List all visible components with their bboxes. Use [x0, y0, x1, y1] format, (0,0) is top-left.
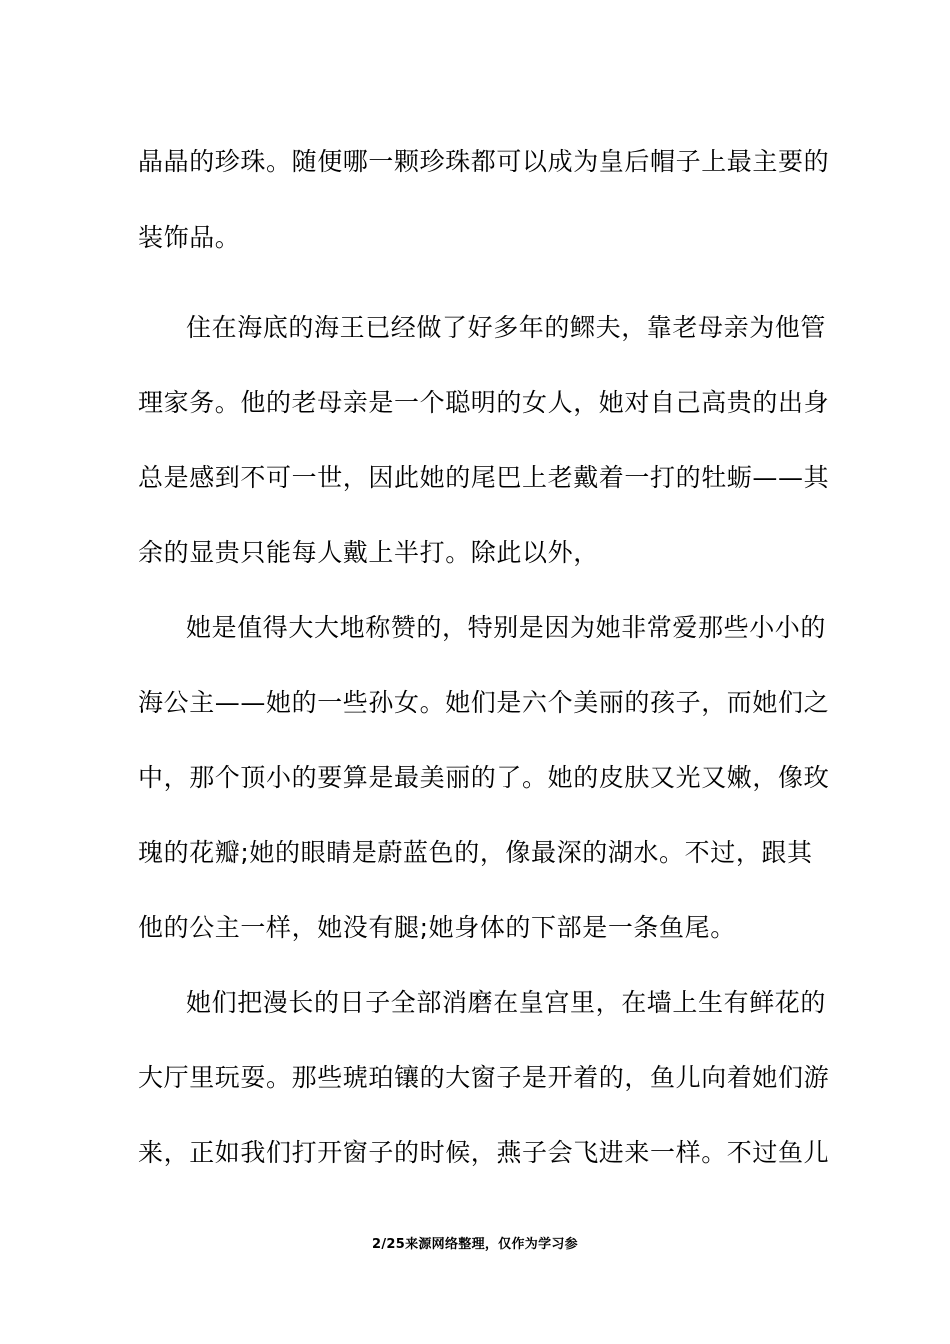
text-line: 海公主——她的一些孙女。她们是六个美丽的孩子，而她们之 [138, 688, 830, 717]
page-footer: 2/25来源网络整理，仅作为学习参 [372, 1237, 578, 1252]
text-line: 来，正如我们打开窗子的时候，燕子会飞进来一样。不过鱼儿 [138, 1138, 830, 1167]
text-line: 总是感到不可一世，因此她的尾巴上老戴着一打的牡蛎——其 [138, 463, 830, 492]
text-line: 中，那个顶小的要算是最美丽的了。她的皮肤又光又嫩，像玫 [138, 763, 830, 792]
paragraph-first-line: 她们把漫长的日子全部消磨在皇宫里，在墙上生有鲜花的 [186, 988, 827, 1017]
paragraph-first-line: 她是值得大大地称赞的，特别是因为她非常爱那些小小的 [186, 613, 827, 642]
text-line: 余的显贵只能每人戴上半打。除此以外， [138, 538, 599, 567]
text-line: 大厅里玩耍。那些琥珀镶的大窗子是开着的，鱼儿向着她们游 [138, 1063, 830, 1092]
text-line: 瑰的花瓣;她的眼睛是蔚蓝色的，像最深的湖水。不过，跟其 [138, 838, 813, 867]
text-line: 晶晶的珍珠。随便哪一颗珍珠都可以成为皇后帽子上最主要的 [138, 147, 830, 176]
text-line: 他的公主一样，她没有腿;她身体的下部是一条鱼尾。 [138, 913, 736, 942]
text-line: 装饰品。 [138, 223, 241, 252]
text-line: 理家务。他的老母亲是一个聪明的女人，她对自己高贵的出身 [138, 388, 830, 417]
paragraph-first-line: 住在海底的海王已经做了好多年的鳏夫，靠老母亲为他管 [186, 313, 827, 342]
